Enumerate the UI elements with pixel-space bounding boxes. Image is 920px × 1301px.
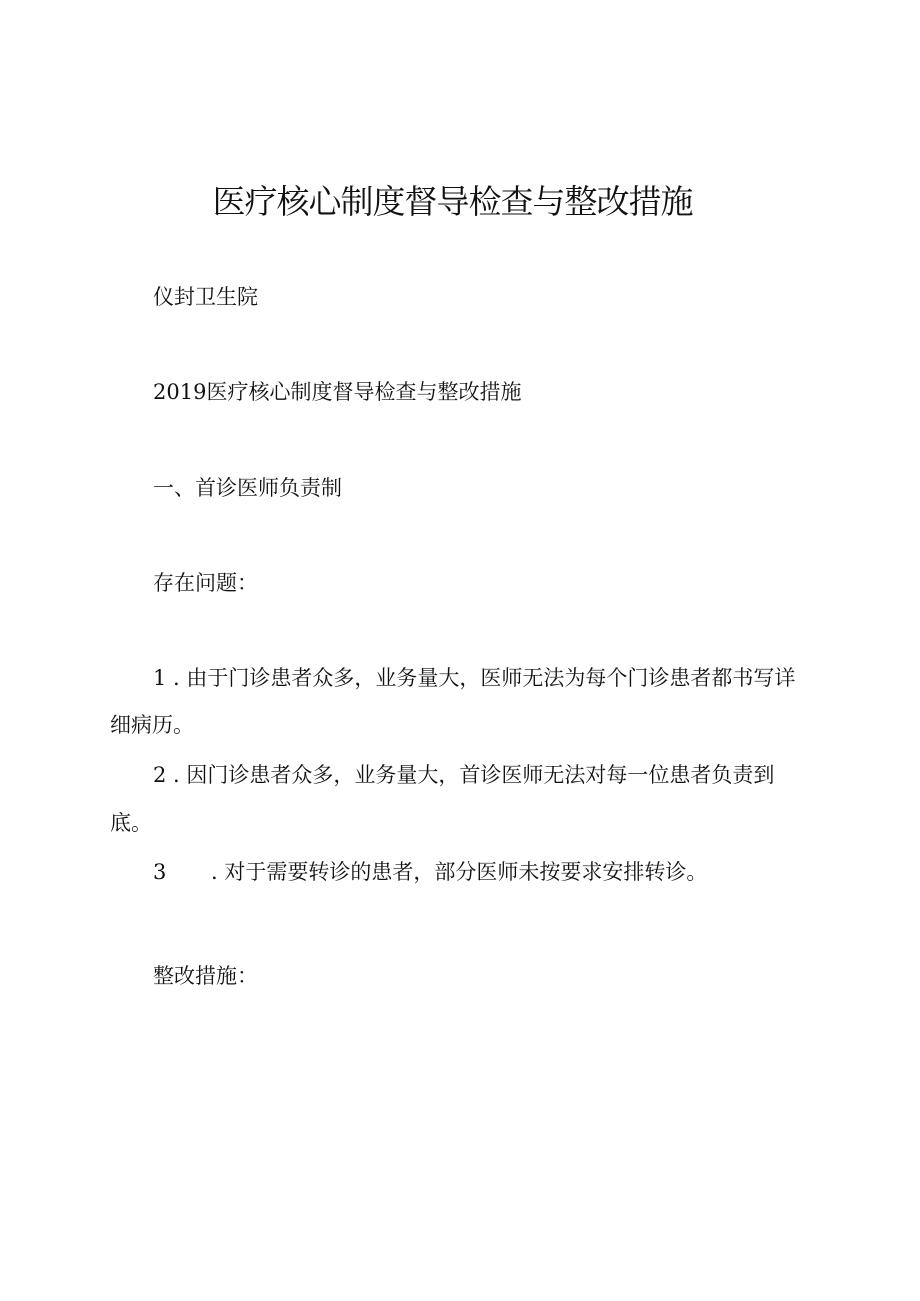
document-subtitle: 2019医疗核心制度督导检查与整改措施 — [153, 380, 522, 404]
problem-number: 1 — [153, 666, 167, 690]
problem-text: . 由于门诊患者众多，业务量大，医师无法为每个门诊患者都书写详 — [166, 666, 796, 690]
problem-item-1-continuation: 细病历。 — [110, 713, 194, 737]
measures-label: 整改措施： — [153, 964, 258, 988]
problem-text: . 因门诊患者众多，业务量大，首诊医师无法对每一位患者负责到 — [166, 763, 775, 787]
problem-item-2-continuation: 底。 — [110, 811, 152, 835]
problem-item-1 — [153, 663, 795, 693]
problem-item-3 — [153, 857, 707, 887]
problems-label: 存在问题： — [153, 571, 258, 595]
section-heading: 一、首诊医师负责制 — [153, 476, 342, 500]
problem-text: . 对于需要转诊的患者，部分医师未按要求安排转诊。 — [211, 860, 708, 884]
document-title: 医疗核心制度督导检查与整改措施 — [212, 182, 693, 221]
problem-item-2 — [153, 760, 774, 790]
problem-number: 3 — [153, 860, 167, 884]
institution-name: 仪封卫生院 — [153, 285, 258, 309]
problem-number: 2 — [153, 763, 167, 787]
